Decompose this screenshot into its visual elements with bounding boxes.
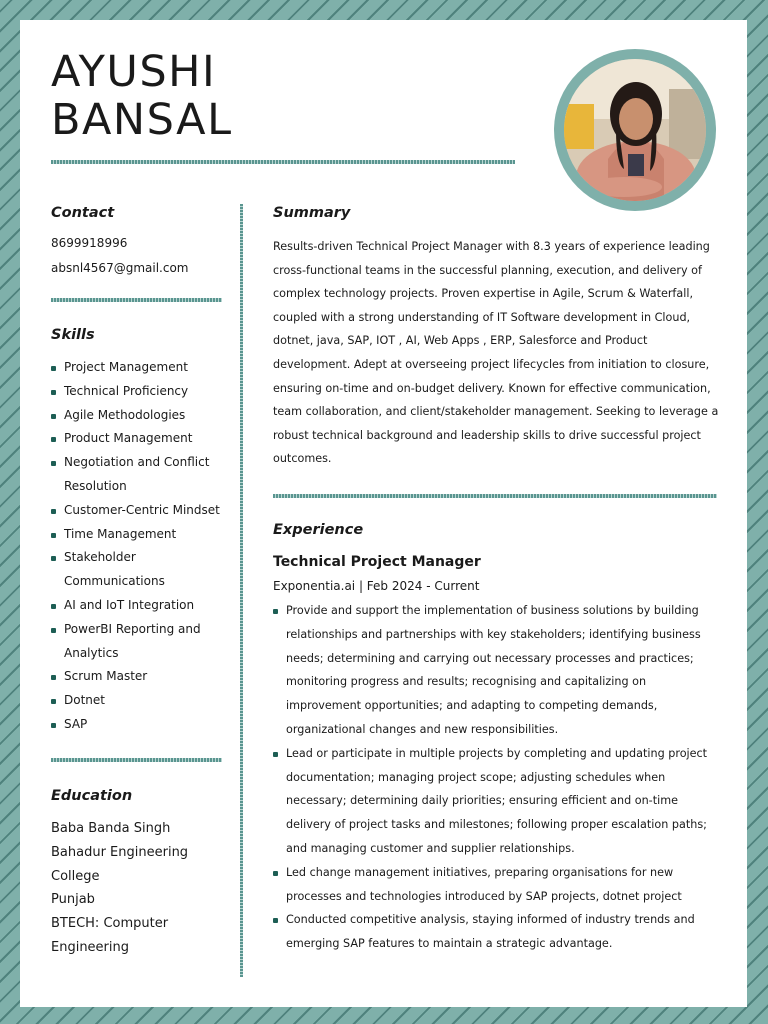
list-item: Led change management initiatives, preparing organisations for new processes and technologies introduced by SAP projects, dotnet project xyxy=(273,861,723,909)
list-item: Agile Methodologies xyxy=(51,404,226,428)
contact-heading: Contact xyxy=(51,205,115,221)
education-line: Engineering xyxy=(51,939,129,955)
education-line: Baba Banda Singh xyxy=(51,821,171,836)
list-item: Negotiation and Conflict Resolution xyxy=(51,451,226,499)
profile-photo xyxy=(564,59,706,201)
list-item: Lead or participate in multiple projects by completing and updating project documentation; managing project scope; adjusting schedules when necessary; determining daily priorities; ensuring efficient and on-time delivery of project tasks and milestones; following proper escalation paths; and managing customer and supplier relationships. xyxy=(273,742,723,861)
list-item: Stakeholder Communications xyxy=(51,546,226,594)
skills-list xyxy=(51,356,226,737)
header-divider xyxy=(51,160,515,164)
list-item: SAP xyxy=(51,713,226,737)
list-item: Time Management xyxy=(51,523,226,547)
experience-heading: Experience xyxy=(273,522,364,538)
list-item: Provide and support the implementation of business solutions by building relationships and partnerships with key stakeholders; identifying business needs; determining and carrying out necessary processes and practices; monitoring progress and results; recognising and capitalizing on improvement opportunities; and adapting to competing demands, organizational changes and new responsibilities. xyxy=(273,599,723,742)
job-company-dates: Exponentia.ai | Feb 2024 - Current xyxy=(273,579,480,593)
skills-heading: Skills xyxy=(51,327,95,343)
candidate-name xyxy=(51,48,233,144)
education-line: Punjab xyxy=(51,892,95,908)
education-line: College xyxy=(51,868,100,884)
summary-heading: Summary xyxy=(273,205,351,221)
skills-divider xyxy=(51,758,222,762)
list-item: Project Management xyxy=(51,356,226,380)
list-item: Customer-Centric Mindset xyxy=(51,499,226,523)
column-divider xyxy=(240,204,243,977)
profile-photo-frame xyxy=(554,49,716,211)
first-name: AYUSHI xyxy=(51,47,217,97)
list-item: PowerBI Reporting and Analytics xyxy=(51,618,226,666)
last-name: BANSAL xyxy=(51,95,233,145)
resume-page xyxy=(20,20,747,1007)
list-item: AI and IoT Integration xyxy=(51,594,226,618)
contact-divider xyxy=(51,298,222,302)
education-line: BTECH: Computer xyxy=(51,916,169,932)
education-details xyxy=(51,817,226,960)
summary-divider xyxy=(273,494,717,498)
summary-text: Results-driven Technical Project Manager with 8.3 years of experience leading cross-functional teams in the successful planning, execution, and delivery of complex technology projects. Proven expertise in Agile, Scrum & Waterfall, coupled with a strong understanding of IT Software development in Cloud, dotnet, java, SAP, IOT , AI, Web Apps , ERP, Salesforce and Product development. Adept at overseeing project lifecycles from initiation to closure, ensuring on-time and on-budget delivery. Known for effective communication, team collaboration, and client/stakeholder management. Seeking to leverage a robust technical background and leadership skills to drive successful project outcomes. xyxy=(273,240,719,466)
list-item: Dotnet xyxy=(51,689,226,713)
list-item: Scrum Master xyxy=(51,665,226,689)
job-responsibilities xyxy=(273,599,723,956)
job-title: Technical Project Manager xyxy=(273,554,481,570)
contact-email: absnl4567@gmail.com xyxy=(51,261,189,275)
education-heading: Education xyxy=(51,788,133,804)
list-item: Product Management xyxy=(51,427,226,451)
list-item: Conducted competitive analysis, staying informed of industry trends and emerging SAP features to maintain a strategic advantage. xyxy=(273,908,723,956)
education-line: Bahadur Engineering xyxy=(51,844,189,860)
list-item: Technical Proficiency xyxy=(51,380,226,404)
contact-phone: 8699918996 xyxy=(51,236,128,250)
